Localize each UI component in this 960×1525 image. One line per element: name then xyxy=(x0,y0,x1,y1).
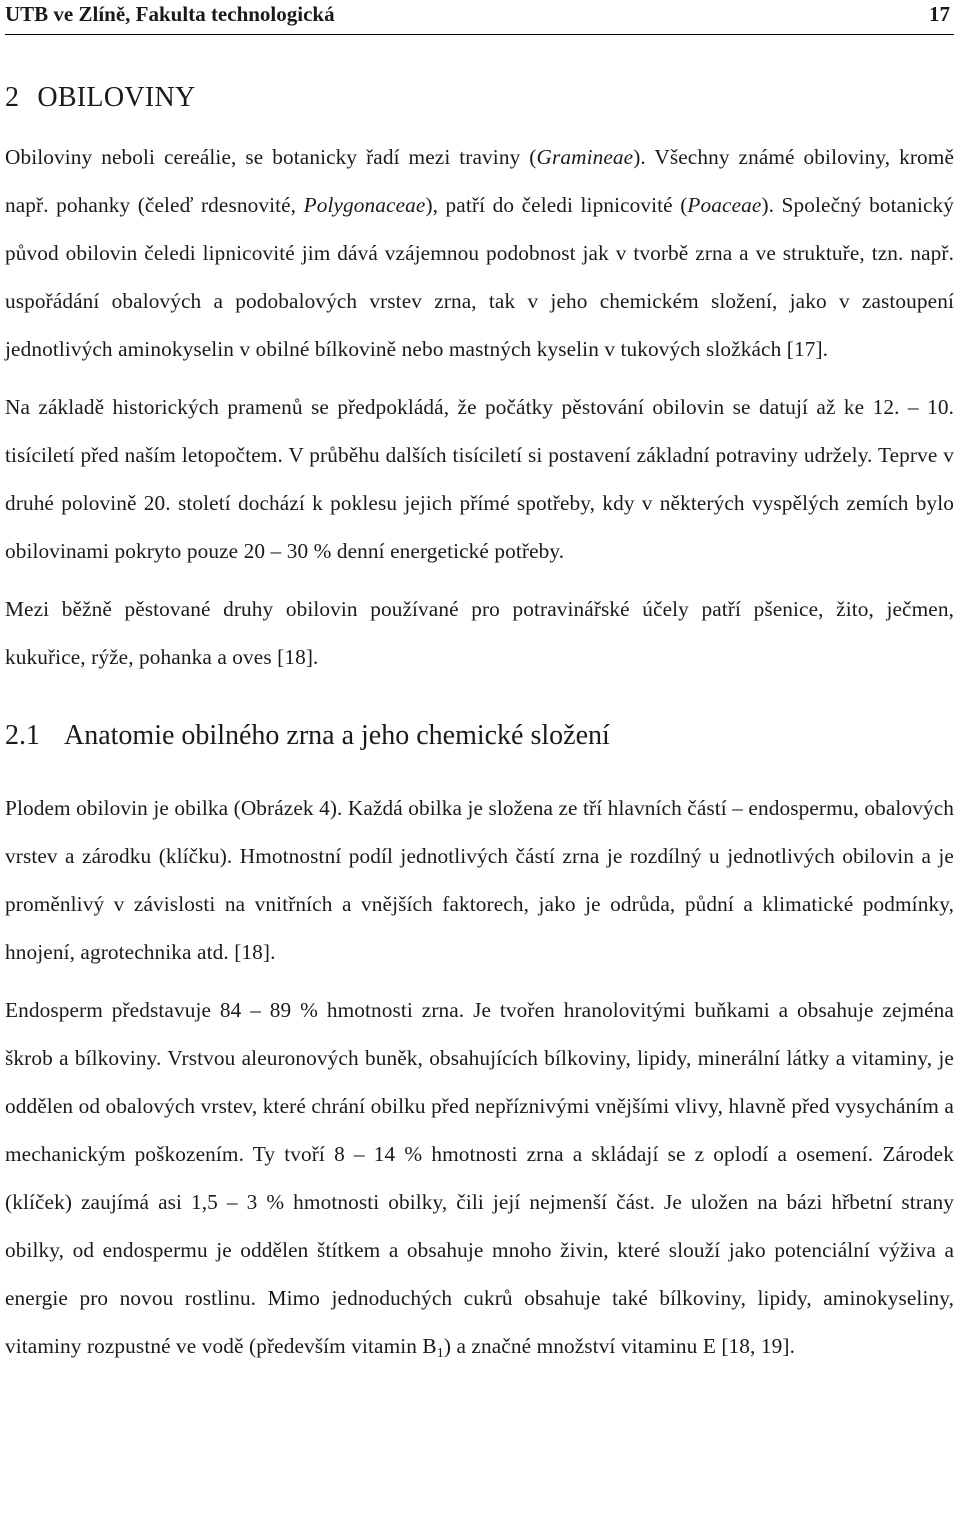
italic-term: Gramineae xyxy=(536,145,634,169)
text-run: ). Společný botanický původ obilovin čeledi lipnicovité jim dává vzájemnou podobnost jak v tvorbě zrna a ve struktuře, tzn. např. uspořádání obalových a podobalových vrstev zrna, tak v jeho chemickém složení, jako v zastoupení jednotlivých aminokyselin v obilné bílkovině nebo mastných kyselin v tukových složkách [17]. xyxy=(5,193,955,361)
text-run: ), patří do čeledi lipnicovité ( xyxy=(425,193,688,217)
page-number: 17 xyxy=(929,2,950,26)
section-heading xyxy=(5,718,954,754)
running-header xyxy=(5,0,954,35)
paragraph-cereals-intro xyxy=(5,133,954,373)
italic-term: Poaceae xyxy=(687,193,762,217)
italic-term: Polygonaceae xyxy=(303,193,426,217)
text-run: Endosperm představuje 84 – 89 % hmotnosti zrna. Je tvořen hranolovitými buňkami a obsahuje zejména škrob a bílkoviny. Vrstvou aleuronových buněk, obsahujících bílkoviny, lipidy, minerální látky a vitaminy, je oddělen od obalových vrstev, které chrání obilku před nepříznivými vnějšími vlivy, hlavně před vysycháním a mechanickým poškozením. Ty tvoří 8 – 14 % hmotnosti zrna a skládají se z oplodí a osemení. Zárodek (klíček) zaujímá asi 1,5 – 3 % hmotnosti obilky, čili její nejmenší část. Je uložen na bázi hřbetní strany obilky, od endospermu je oddělen štítkem a obsahuje mnoho živin, které slouží jako potenciální výživa a energie pro novou rostlinu. Mimo jednoduchých cukrů obsahuje také bílkoviny, lipidy, aminokyseliny, vitaminy rozpustné ve vodě (především vitamin B xyxy=(5,998,954,1358)
section-title: Anatomie obilného zrna a jeho chemické složení xyxy=(64,720,610,751)
subscript: 1 xyxy=(436,1346,444,1361)
text-run: Obiloviny neboli cereálie, se botanicky řadí mezi traviny ( xyxy=(5,145,537,169)
text-run: ). Všechny známé obiloviny, kromě např. pohanky (čeleď rdesnovité, xyxy=(5,145,954,217)
chapter-heading xyxy=(5,80,954,116)
section-number: 2.1 xyxy=(5,720,40,751)
text-run: ) a značné množství vitaminu E [18, 19]. xyxy=(443,1334,795,1358)
chapter-title: OBILOVINY xyxy=(37,82,196,113)
chapter-number: 2 xyxy=(5,82,20,113)
paragraph-grain-anatomy: Plodem obilovin je obilka (Obrázek 4). Každá obilka je složena ze tří hlavních částí – endospermu, obalových vrstev a zárodku (klíčku). Hmotnostní podíl jednotlivých částí zrna je rozdílný u jednotlivých obilovin a je proměnlivý v závislosti na vnitřních a vnějších faktorech, jako je odrůda, půdní a klimatické podmínky, hnojení, agrotechnika atd. [18]. xyxy=(5,796,954,964)
paragraph-endosperm xyxy=(5,986,954,1370)
paragraph-history: Na základě historických pramenů se předpokládá, že počátky pěstování obilovin se datují až ke 12. – 10. tisíciletí před naším letopočtem. V průběhu dalších tisíciletí si postavení základní potraviny udržely. Teprve v druhé polovině 20. století dochází k poklesu jejich přímé spotřeby, kdy v některých vyspělých zemích bylo obilovinami pokryto pouze 20 – 30 % denní energetické potřeby. xyxy=(5,395,954,563)
paragraph-cereal-types: Mezi běžně pěstované druhy obilovin používané pro potravinářské účely patří pšenice, žito, ječmen, kukuřice, rýže, pohanka a oves [18]. xyxy=(5,597,954,669)
header-title: UTB ve Zlíně, Fakulta technologická xyxy=(5,2,335,26)
